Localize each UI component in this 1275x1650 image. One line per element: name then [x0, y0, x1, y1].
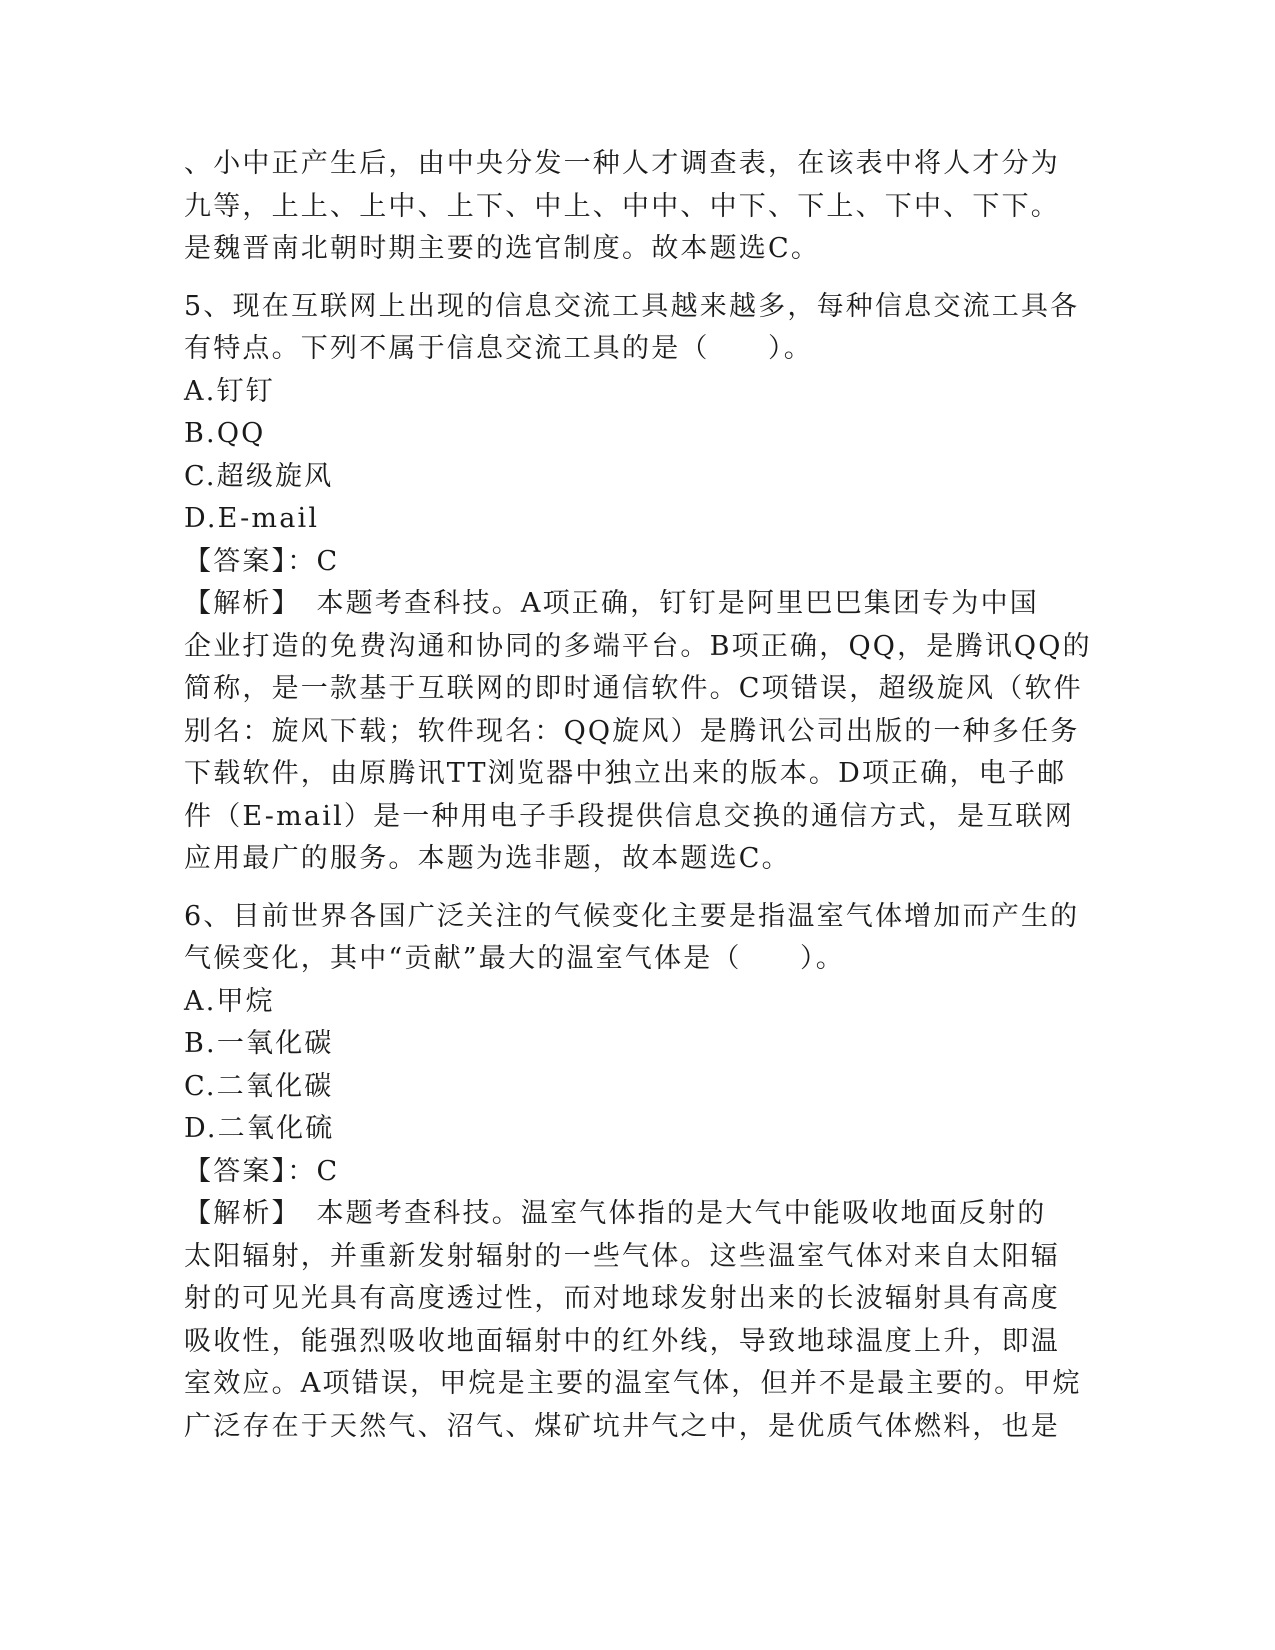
text-line: B.QQ	[184, 418, 266, 449]
text-line: 别名：旋风下载；软件现名：QQ旋风）是腾讯公司出版的一种多任务	[184, 715, 1080, 747]
text-line: B.一氧化碳	[184, 1028, 334, 1059]
text-line: D.二氧化硫	[184, 1113, 335, 1144]
text-line: 【解析】 本题考查科技。A项正确，钉钉是阿里巴巴集团专为中国	[184, 588, 1039, 619]
document-body	[184, 143, 1092, 1448]
text-line: C.超级旋风	[184, 460, 334, 492]
text-line: 太阳辐射，并重新发射辐射的一些气体。这些温室气体对来自太阳辐	[184, 1240, 1060, 1272]
text-line: 室效应。A项错误，甲烷是主要的温室气体，但并不是最主要的。甲烷	[184, 1368, 1082, 1399]
text-line: 【解析】 本题考查科技。温室气体指的是大气中能吸收地面反射的	[184, 1198, 1047, 1229]
text-line: 射的可见光具有高度透过性，而对地球发射出来的长波辐射具有高度	[184, 1283, 1060, 1314]
text-line: 吸收性，能强烈吸收地面辐射中的红外线，导致地球温度上升，即温	[184, 1325, 1060, 1357]
text-line: 下载软件，由原腾讯TT浏览器中独立出来的版本。D项正确，电子邮	[184, 758, 1067, 789]
paragraph-gap	[184, 881, 1064, 896]
text-line: A.钉钉	[184, 375, 275, 407]
text-line: 企业打造的免费沟通和协同的多端平台。B项正确，QQ，是腾讯QQ的	[184, 630, 1092, 662]
text-line: 应用最广的服务。本题为选非题，故本题选C。	[184, 843, 791, 874]
text-line: C.二氧化碳	[184, 1070, 334, 1102]
text-line: 、小中正产生后，由中央分发一种人才调查表，在该表中将人才分为	[184, 148, 1060, 179]
text-line: 【答案】：C	[184, 1155, 340, 1187]
paragraph-gap	[184, 271, 1064, 286]
text-line: 是魏晋南北朝时期主要的选官制度。故本题选C。	[184, 233, 821, 264]
text-line: 九等，上上、上中、上下、中上、中中、中下、下上、下中、下下。	[184, 190, 1060, 222]
text-line: 简称，是一款基于互联网的即时通信软件。C项错误，超级旋风（软件	[184, 673, 1083, 704]
text-line: A.甲烷	[184, 985, 275, 1017]
text-line: 5、现在互联网上出现的信息交流工具越来越多，每种信息交流工具各	[184, 290, 1080, 322]
text-line: D.E-mail	[184, 503, 320, 534]
text-line: 有特点。下列不属于信息交流工具的是（ ）。	[184, 333, 813, 364]
text-line: 气候变化，其中“贡献”最大的温室气体是（ ）。	[184, 943, 845, 974]
text-line: 件（E-mail）是一种用电子手段提供信息交换的通信方式，是互联网	[184, 800, 1074, 832]
text-line: 【答案】：C	[184, 545, 340, 577]
text-line: 广泛存在于天然气、沼气、煤矿坑井气之中，是优质气体燃料，也是	[184, 1410, 1060, 1442]
text-line: 6、目前世界各国广泛关注的气候变化主要是指温室气体增加而产生的	[184, 900, 1080, 932]
